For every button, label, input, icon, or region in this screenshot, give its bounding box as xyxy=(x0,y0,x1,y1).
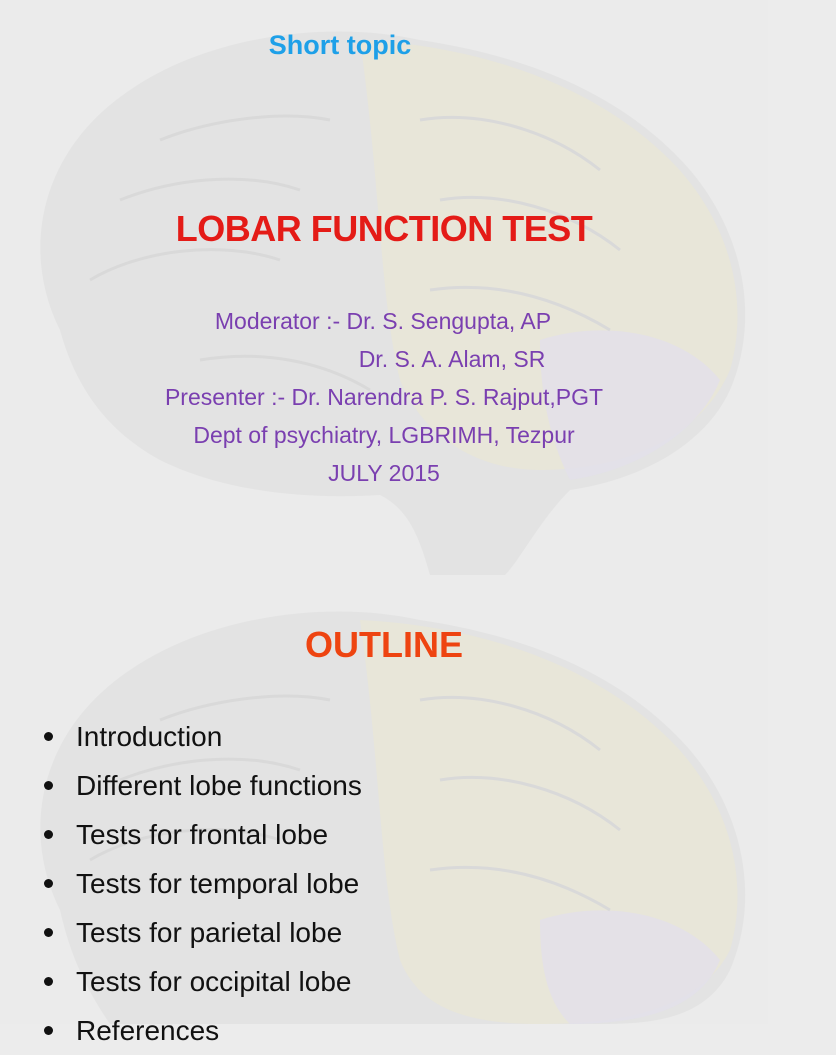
list-item xyxy=(40,810,362,859)
credit-moderator-2: Dr. S. A. Alam, SR xyxy=(358,346,546,372)
list-item xyxy=(40,859,362,908)
list-item-label: Different lobe functions xyxy=(76,770,362,801)
list-item-label: Tests for temporal lobe xyxy=(76,868,360,899)
bullet-icon xyxy=(44,928,53,937)
list-item xyxy=(40,761,362,810)
bullet-icon xyxy=(44,830,53,839)
outline-slide xyxy=(0,580,768,1046)
list-item-label: Introduction xyxy=(76,721,223,752)
outline-title: OUTLINE xyxy=(305,624,463,665)
slide-title: LOBAR FUNCTION TEST xyxy=(175,208,593,249)
bullet-icon xyxy=(44,732,53,741)
bullet-icon xyxy=(44,1026,53,1035)
credit-date: JULY 2015 xyxy=(328,460,440,486)
bullet-icon xyxy=(44,977,53,986)
credit-moderator: Moderator :- Dr. S. Sengupta, AP xyxy=(214,308,552,334)
bullet-icon xyxy=(44,781,53,790)
credit-department: Dept of psychiatry, LGBRIMH, Tezpur xyxy=(193,422,575,448)
list-item-label: Tests for parietal lobe xyxy=(76,917,343,948)
credit-presenter: Presenter :- Dr. Narendra P. S. Rajput,PGT xyxy=(164,384,604,410)
list-item xyxy=(40,908,362,957)
short-topic-label: Short topic xyxy=(268,30,412,60)
list-item-label: References xyxy=(76,1015,220,1046)
list-item xyxy=(40,712,362,761)
list-item xyxy=(40,1006,362,1055)
list-item xyxy=(40,957,362,1006)
list-item-label: Tests for frontal lobe xyxy=(76,819,329,850)
list-item-label: Tests for occipital lobe xyxy=(76,966,352,997)
bullet-icon xyxy=(44,879,53,888)
outline-list xyxy=(40,712,362,1055)
